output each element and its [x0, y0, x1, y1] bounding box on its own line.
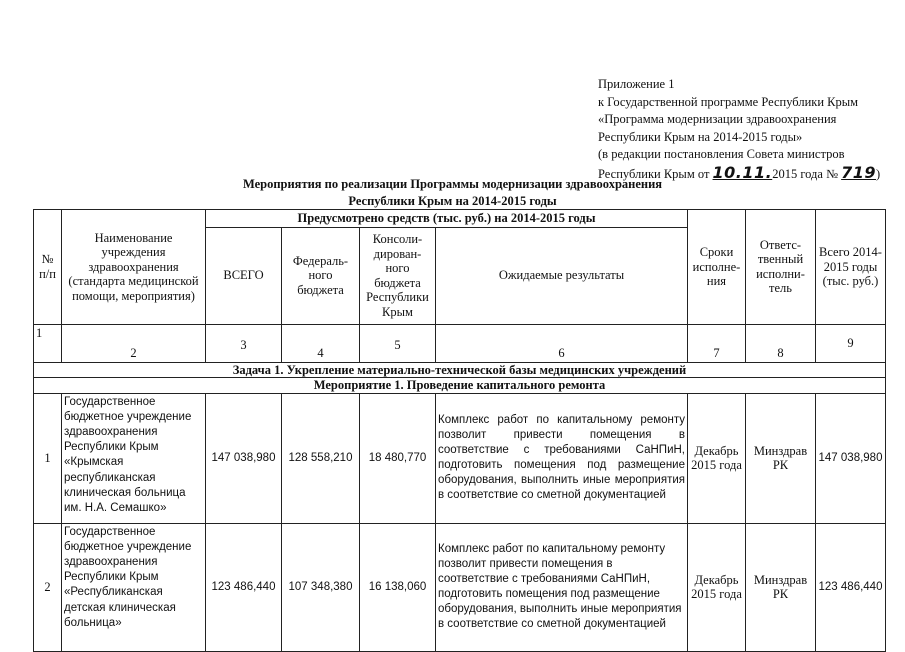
appendix-line: к Государственной программе Республики Крым [598, 94, 859, 109]
row-federal: 128 558,210 [282, 393, 360, 523]
row-num: 1 [34, 393, 62, 523]
row-federal: 107 348,380 [282, 523, 360, 651]
column-numbers-row [34, 324, 886, 362]
measure-label: Мероприятие 1. Проведение капитального ремонта [34, 378, 886, 394]
col-number: 9 [816, 324, 886, 362]
appendix-line: Приложение 1 [598, 77, 675, 91]
header-row-group [34, 210, 886, 228]
row-executor: Минздрав РК [746, 393, 816, 523]
header-funds-group: Предусмотрено средств (тыс. руб.) на 2014-2015 годы [206, 210, 688, 228]
col-number: 6 [436, 324, 688, 362]
header-results: Ожидаемые результаты [436, 227, 688, 324]
table-row [34, 523, 886, 651]
appendix-line: Республики Крым на 2014-2015 годы» [598, 129, 803, 144]
col-number: 7 [688, 324, 746, 362]
row-deadline: Декабрь 2015 года [688, 393, 746, 523]
row-num: 2 [34, 523, 62, 651]
appendix-line: (в редакции постановления Совета министров [598, 147, 845, 161]
handwritten-date: 10.11. [712, 162, 773, 182]
appendix-line-suffix: ) [876, 166, 881, 181]
row-results: Комплекс работ по капитальному ремонту позволит привести помещения в соответствие с требованиями СаНПиН, подготовить помещения под размещение оборудования, выполнить иные мероприятия в соответствие со сметной документацией [436, 523, 688, 651]
header-executor: Ответс-твенный исполни-тель [746, 210, 816, 325]
handwritten-number: 719 [841, 162, 877, 182]
row-total-2014-2015: 123 486,440 [816, 523, 886, 651]
table-row [34, 393, 886, 523]
measure-row [34, 378, 886, 394]
col-number: 4 [282, 324, 360, 362]
document-subtitle: Республики Крым на 2014-2015 годы [348, 194, 557, 208]
document-title: Мероприятия по реализации Программы модернизации здравоохранения [242, 177, 663, 191]
row-total-2014-2015: 147 038,980 [816, 393, 886, 523]
row-executor: Минздрав РК [746, 523, 816, 651]
header-name: Наименование учреждения здравоохранения (стандарта медицинской помощи, мероприятия) [62, 210, 206, 325]
col-number: 5 [360, 324, 436, 362]
header-total-2014-2015: Всего 2014-2015 годы (тыс. руб.) [816, 210, 886, 325]
row-institution-name: Государственное бюджетное учреждение здравоохранения Республики Крым «Республиканская детская клиническая больница» [62, 523, 206, 651]
col-number: 3 [206, 324, 282, 362]
row-institution-name: Государственное бюджетное учреждение здравоохранения Республики Крым «Крымская республиканская клиническая больница им. Н.А. Семашко» [62, 393, 206, 523]
row-total: 147 038,980 [206, 393, 282, 523]
header-total: ВСЕГО [206, 227, 282, 324]
appendix-line-mid: 2015 года № [772, 166, 839, 181]
row-total: 123 486,440 [206, 523, 282, 651]
header-consolidated: Консоли-дирован-ного бюджета Республики Крым [360, 227, 436, 324]
appendix-line: «Программа модернизации здравоохранения [598, 112, 837, 126]
row-deadline: Декабрь 2015 года [688, 523, 746, 651]
col-number: 1 [34, 324, 62, 362]
appendix-line-prefix: Республики Крым от [598, 166, 710, 181]
row-consolidated: 16 138,060 [360, 523, 436, 651]
task-row [34, 362, 886, 378]
header-federal: Федераль-ного бюджета [282, 227, 360, 324]
col-number: 8 [746, 324, 816, 362]
header-deadline: Сроки исполне-ния [688, 210, 746, 325]
col-number: 2 [62, 324, 206, 362]
row-consolidated: 18 480,770 [360, 393, 436, 523]
row-results: Комплекс работ по капитальному ремонту позволит привести помещения в соответствие с требованиями СаНПиН, подготовить помещения под размещение оборудования, выполнить иные мероприятия в соответствие со сметной документацией [436, 393, 688, 523]
measures-table [33, 209, 886, 652]
task-label: Задача 1. Укрепление материально-технической базы медицинских учреждений [34, 362, 886, 378]
appendix-block [598, 76, 880, 183]
header-num: № п/п [34, 210, 62, 325]
